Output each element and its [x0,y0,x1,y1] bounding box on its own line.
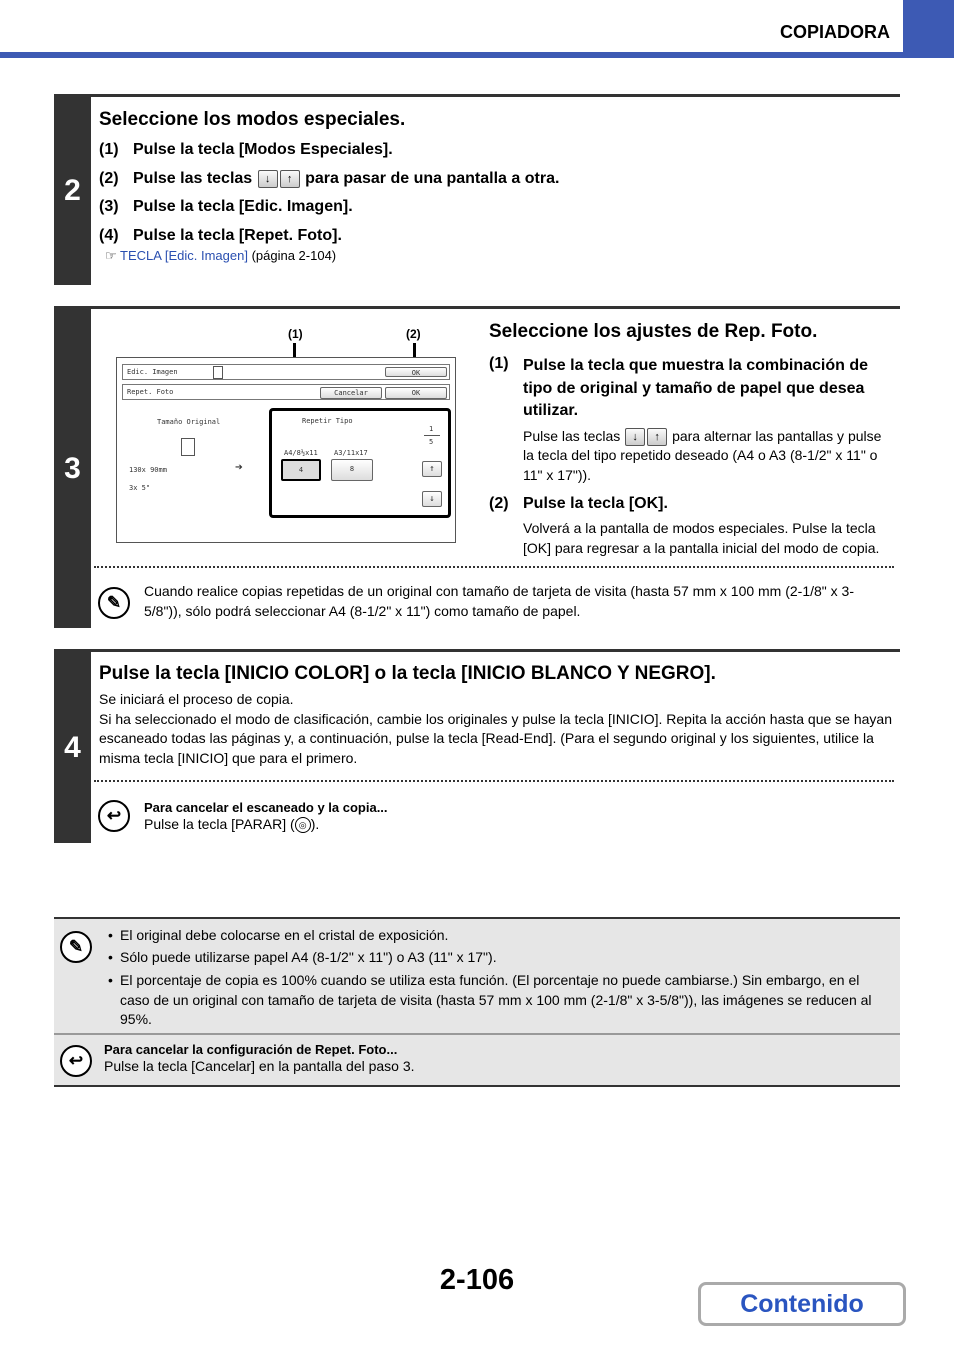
device-screen: Edic. Imagen OK Repet. Foto Cancelar OK Tamaño Original 130x 90mm 3x 5" ➔ Repetir Tipo 1 5 A4/8½x11 A3/11x17 4 8 ↑ ↓ [116,357,456,543]
page-number: 2-106 [439,1264,515,1296]
divider [94,780,894,782]
step-text-1: Se iniciará el proceso de copia. [99,691,294,707]
right-arrow-icon: ➔ [235,460,243,475]
step-number: 4 [54,652,91,843]
edit-image-icon [213,366,223,379]
pointing-hand-icon: ☞ [105,248,117,264]
instruction-2-detail: Volverá a la pantalla de modos especiales. Pulse la tecla [OK] para regresar a la pantalla inicial del modo de copia. [523,520,880,556]
down-arrow-key-icon: ↓ [625,428,645,446]
down-arrow-key-icon: ↓ [258,170,278,188]
instruction-1-detail: Pulse las teclas ↓ ↑ para alternar las pantallas y pulse la tecla del tipo repetido deseado (A4 o A3 (8-1/2" x 11" o 11" x 17")). [523,427,882,483]
step-number: 2 [54,97,91,285]
header-tab-block [903,0,954,58]
a4-repeat-button[interactable]: 4 [281,459,321,481]
a3-repeat-button[interactable]: 8 [331,459,373,481]
step-note: Cuando realice copias repetidas de un original con tamaño de tarjeta de visita (hasta 57 mm x 100 mm (2-1/8" x 3-5/8")), sólo podrá seleccionar A4 (8-1/2" x 11") como tamaño de papel. [144,583,855,619]
down-scroll-button[interactable]: ↓ [422,491,442,507]
cancel-text: Pulse la tecla [Cancelar] en la pantalla del paso 3. [104,1058,415,1074]
ok-top-button[interactable]: OK [385,367,447,377]
note-item: • Sólo puede utilizarse papel A4 (8-1/2" x 11") o A3 (11" x 17"). [108,948,892,968]
reference: ☞ TECLA [Edic. Imagen] (página 2-104) [105,248,337,264]
up-arrow-key-icon: ↑ [647,428,667,446]
cancel-title: Para cancelar el escaneado y la copia... [144,800,388,815]
step-2 [54,94,900,285]
step-number: 3 [54,309,91,628]
screen-illustration [116,323,456,559]
instruction-3: (3) Pulse la tecla [Edic. Imagen]. [99,198,353,216]
callout-1: (1) [288,327,303,341]
step-title: Seleccione los modos especiales. [99,109,406,130]
divider [94,566,894,568]
contents-button[interactable]: Contenido [698,1282,906,1326]
instruction-2: (2) Pulse las teclas ↓ ↑ para pasar de una pantalla a otra. [99,170,560,188]
cancel-return-icon: ↩ [98,800,130,832]
note-item: • El original debe colocarse en el cristal de exposición. [108,926,892,946]
cancel-title: Para cancelar la configuración de Repet. Foto... [104,1042,398,1057]
ok-button[interactable]: OK [385,387,447,399]
callout-2: (2) [406,327,421,341]
original-icon [181,438,195,456]
section-title: COPIADORA [779,22,890,42]
instruction-4: (4) Pulse la tecla [Repet. Foto]. [99,227,342,245]
step-4 [54,649,900,843]
instruction-1: (1) Pulse la tecla [Modos Especiales]. [99,141,393,158]
note-pencil-icon: ✎ [60,931,92,963]
step-title: Pulse la tecla [INICIO COLOR] o la tecla [INICIO BLANCO Y NEGRO]. [99,663,716,684]
note-pencil-icon: ✎ [98,587,130,619]
notes-box [54,917,900,1087]
instruction-1: (1) Pulse la tecla que muestra la combinación de tipo de original y tamaño de papel que desea utilizar. [489,355,869,419]
reference-link[interactable]: TECLA [Edic. Imagen] [120,248,248,264]
cancel-return-icon: ↩ [60,1045,92,1077]
instruction-2: (2) Pulse la tecla [OK]. [489,495,668,512]
header-rule [0,52,903,58]
cancel-button[interactable]: Cancelar [320,387,382,399]
repeat-type-panel: Repetir Tipo 1 5 A4/8½x11 A3/11x17 4 8 ↑ ↓ [269,408,451,518]
step-title: Seleccione los ajustes de Rep. Foto. [489,321,818,342]
step-text-2: Si ha seleccionado el modo de clasificación, cambie los originales y pulse la tecla [INICIO]. Repita la acción hasta que se hayan escaneado todas las páginas y, a continuación, pulse la tecla [Read-End]. (Para el segundo original y los siguientes, utilice la misma tecla [INICIO] que para el primero. [99,710,892,766]
up-scroll-button[interactable]: ↑ [422,461,442,477]
step-3 [54,306,900,628]
cancel-text: Pulse la tecla [PARAR] ( ◎ ). [144,816,320,832]
stop-key-icon: ◎ [295,817,311,833]
up-arrow-key-icon: ↑ [280,170,300,188]
note-item: • El porcentaje de copia es 100% cuando se utiliza esta función. (El porcentaje no puede cambiarse.) Sin embargo, en el caso de un original con tamaño de tarjeta de visita (hasta 57 mm x 100 mm (2-1/8" x 3-5/8")), las imágenes se reducen al 95%. [108,971,892,1030]
